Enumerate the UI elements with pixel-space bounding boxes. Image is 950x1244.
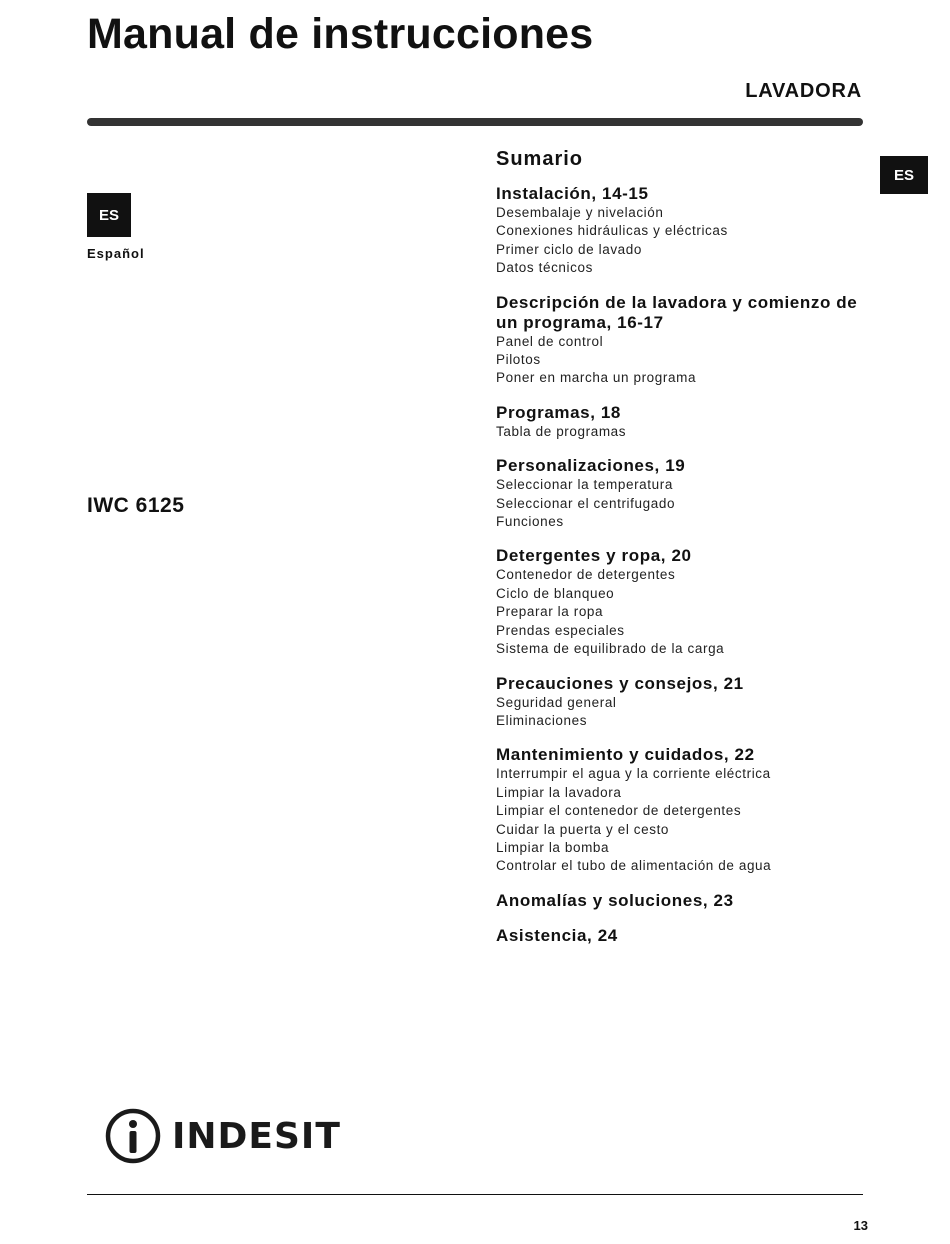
toc-section-heading: Anomalías y soluciones, 23 <box>496 890 734 910</box>
toc-item-list <box>496 765 876 875</box>
toc-section-heading: Precauciones y consejos, 21 <box>496 673 744 693</box>
toc-item-list <box>496 694 876 731</box>
toc-item-list <box>496 333 876 388</box>
toc-section <box>496 456 876 531</box>
document-title: Manual de instrucciones <box>87 10 594 58</box>
indesit-logo-icon <box>104 1107 162 1165</box>
toc-item: Preparar la ropa <box>496 604 604 620</box>
toc-title: Sumario <box>496 148 584 170</box>
toc-item: Conexiones hidráulicas y eléctricas <box>496 223 728 239</box>
toc-item: Primer ciclo de lavado <box>496 241 643 257</box>
language-name: Español <box>87 246 145 261</box>
toc-item: Panel de control <box>496 333 604 349</box>
toc-item: Seleccionar la temperatura <box>496 477 673 493</box>
toc-item: Desembalaje y nivelación <box>496 205 664 220</box>
toc-section-heading: Programas, 18 <box>496 402 621 422</box>
toc-item: Seguridad general <box>496 694 617 710</box>
toc-section <box>496 745 876 875</box>
footer-divider <box>87 1194 863 1195</box>
toc-section <box>496 674 876 731</box>
model-name: IWC 6125 <box>87 494 185 517</box>
language-badge: ES <box>87 193 131 237</box>
product-type-label: LAVADORA <box>745 80 862 102</box>
toc-section-heading: Detergentes y ropa, 20 <box>496 546 692 566</box>
toc-item-list <box>496 204 876 278</box>
toc-item-list <box>496 476 876 531</box>
toc-item: Contenedor de detergentes <box>496 567 676 583</box>
toc-section-heading: Instalación, 14-15 <box>496 184 649 203</box>
toc-item: Ciclo de blanqueo <box>496 585 615 601</box>
toc-item: Tabla de programas <box>496 423 627 439</box>
table-of-contents <box>496 147 876 961</box>
toc-item: Limpiar la bomba <box>496 839 610 855</box>
toc-item: Pilotos <box>496 352 541 368</box>
toc-section-heading: Personalizaciones, 19 <box>496 456 686 476</box>
brand-wordmark: INDESIT <box>172 1115 341 1157</box>
toc-item: Poner en marcha un programa <box>496 370 697 386</box>
toc-item-list <box>496 423 876 441</box>
toc-item: Funciones <box>496 514 564 530</box>
toc-section-heading: Mantenimiento y cuidados, 22 <box>496 745 755 765</box>
toc-item: Limpiar el contenedor de detergentes <box>496 803 742 819</box>
toc-section <box>496 546 876 658</box>
toc-section <box>496 891 876 911</box>
toc-item: Seleccionar el centrifugado <box>496 495 676 511</box>
toc-item: Sistema de equilibrado de la carga <box>496 641 725 657</box>
toc-section-heading: Descripción de la lavadora y comienzo de un programa, 16-17 <box>496 292 858 332</box>
toc-section <box>496 926 876 946</box>
brand-logo <box>104 1106 341 1166</box>
toc-item-list <box>496 566 876 658</box>
toc-item: Eliminaciones <box>496 712 588 728</box>
toc-sections <box>496 184 876 946</box>
toc-item: Datos técnicos <box>496 260 593 276</box>
page-number: 13 <box>853 1218 868 1233</box>
header-divider <box>87 118 863 126</box>
toc-item: Prendas especiales <box>496 622 625 638</box>
language-tab: ES <box>880 156 928 194</box>
toc-item: Controlar el tubo de alimentación de agua <box>496 858 772 874</box>
toc-section-heading: Asistencia, 24 <box>496 925 618 945</box>
toc-section <box>496 293 876 388</box>
toc-section <box>496 184 876 278</box>
toc-section <box>496 403 876 441</box>
toc-item: Limpiar la lavadora <box>496 784 622 800</box>
toc-item: Interrumpir el agua y la corriente eléctrica <box>496 766 771 782</box>
toc-item: Cuidar la puerta y el cesto <box>496 821 670 837</box>
